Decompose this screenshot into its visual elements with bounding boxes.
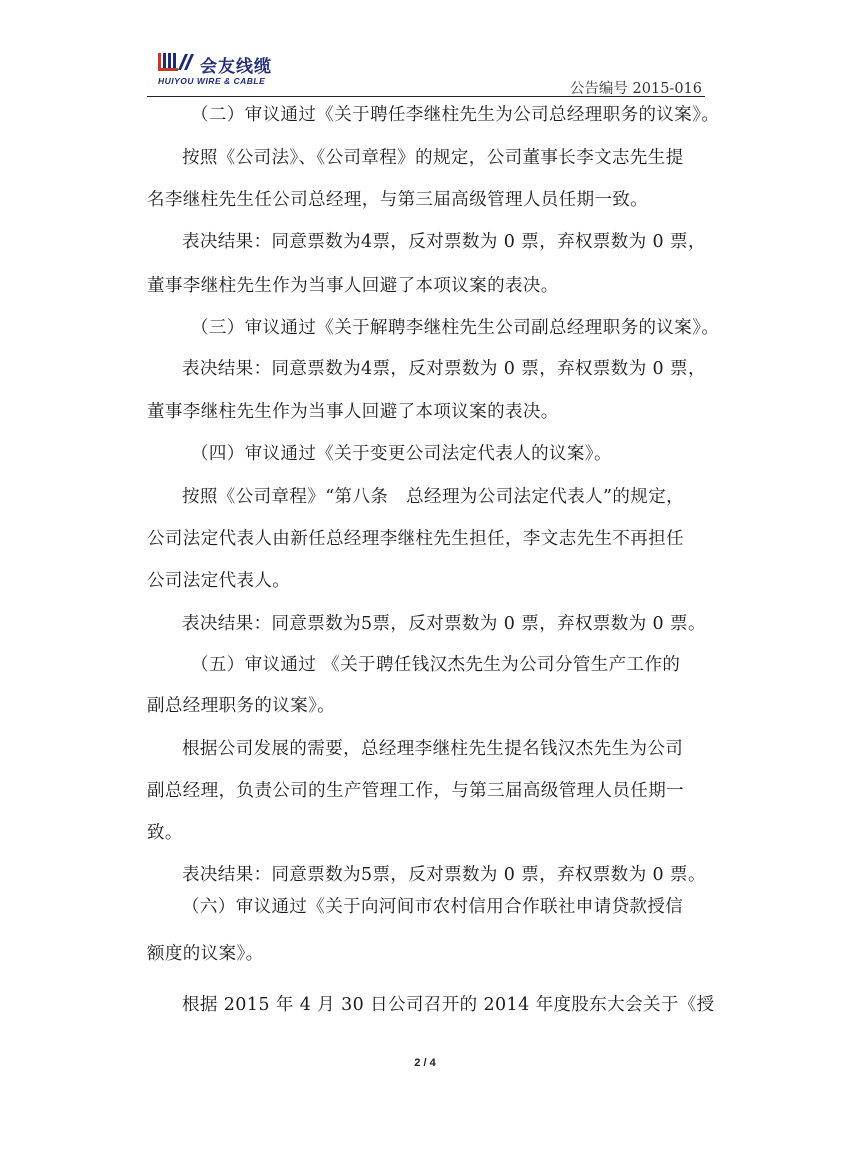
body-line: （四）审议通过《关于变更公司法定代表人的议案》。	[191, 444, 612, 464]
company-logo	[150, 50, 310, 88]
body-line: 表决结果：同意票数为4票，反对票数为 0 票，弃权票数为 0 票，	[182, 232, 706, 252]
body-line: （六）审议通过《关于向河间市农村信用合作联社申请贷款授信	[182, 897, 684, 917]
body-line: 按照《公司法》、《公司章程》的规定，公司董事长李文志先生提	[182, 148, 684, 168]
body-line: 表决结果：同意票数为4票，反对票数为 0 票，弃权票数为 0 票，	[182, 359, 706, 379]
logo-mark-icon	[158, 52, 194, 72]
body-line: 表决结果：同意票数为5票，反对票数为 0 票，弃权票数为 0 票。	[182, 865, 706, 885]
logo-chinese-text: 会友线缆	[200, 57, 272, 77]
body-line: （二）审议通过《关于聘任李继柱先生为公司总经理职务的议案》。	[191, 105, 720, 125]
body-line: 额度的议案》。	[147, 944, 264, 964]
body-line: 副总经理，负责公司的生产管理工作，与第三届高级管理人员任期一	[147, 781, 684, 801]
body-line: 董事李继柱先生作为当事人回避了本项议案的表决。	[147, 402, 559, 422]
body-line: 公司法定代表人由新任总经理李继柱先生担任，李文志先生不再担任	[147, 529, 684, 549]
body-line: 根据公司发展的需要，总经理李继柱先生提名钱汉杰先生为公司	[182, 739, 684, 759]
body-line: （五）审议通过 《关于聘任钱汉杰先生为公司分管生产工作的	[191, 655, 681, 675]
body-line: 表决结果：同意票数为5票，反对票数为 0 票，弃权票数为 0 票。	[182, 614, 706, 634]
body-line: 按照《公司章程》“第八条 总经理为公司法定代表人”的规定，	[182, 487, 684, 507]
announcement-number: 公告编号 2015-016	[569, 81, 702, 97]
body-line: 公司法定代表人。	[147, 571, 291, 591]
body-line: （三）审议通过《关于解聘李继柱先生公司副总经理职务的议案》。	[191, 318, 720, 338]
header-divider	[147, 96, 705, 97]
body-line: 董事李继柱先生作为当事人回避了本项议案的表决。	[147, 276, 559, 296]
body-line: 名李继柱先生任公司总经理，与第三届高级管理人员任期一致。	[147, 190, 649, 210]
logo-english-text: HUIYOU WIRE & CABLE	[158, 76, 266, 86]
page-number: 2 / 4	[414, 1057, 436, 1069]
body-line: 根据 2015 年 4 月 30 日公司召开的 2014 年度股东大会关于《授	[182, 995, 715, 1015]
body-line: 致。	[147, 823, 183, 843]
body-line: 副总经理职务的议案》。	[147, 696, 336, 716]
